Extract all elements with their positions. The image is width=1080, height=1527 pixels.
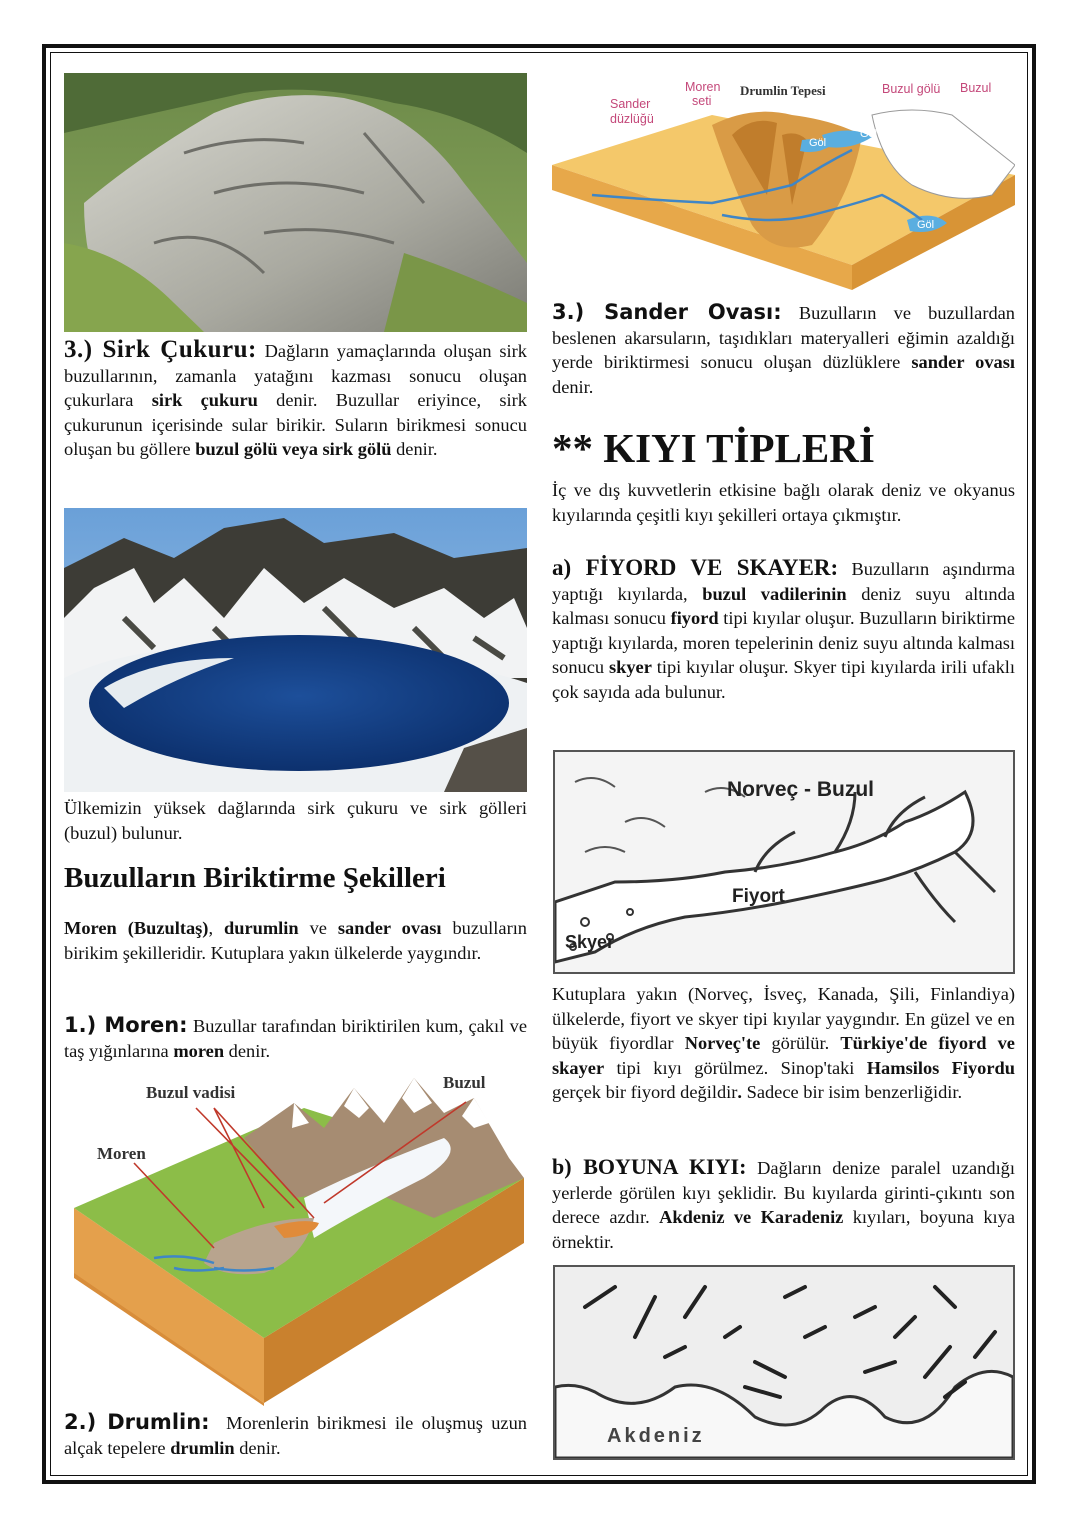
boyuna-t2: kıyıları, boyuna kıya örnektir. — [552, 1207, 1016, 1252]
sirk-paragraph — [64, 338, 527, 462]
intro-text: buzulların birikim şekilleridir. Kutuplara yakın ülkelerde yaygındır. — [64, 918, 527, 963]
sander-bold: sander ovası — [911, 352, 1015, 373]
intro-ve: ve — [309, 918, 327, 938]
section-heading-deposition: Buzulların Biriktirme Şekilleri — [64, 862, 446, 894]
fiyord-b1: buzul vadilerinin — [702, 583, 847, 604]
sirk-title: 3.) Sirk Çukuru: — [64, 336, 257, 363]
label-valley: Buzul vadisi — [146, 1083, 236, 1102]
sander-title: 3.) Sander Ovası: — [552, 300, 782, 324]
note-t1: Kutuplara yakın (Norveç, İsveç, Kanada, Şili, Finlandiya) ülkelerde, fiyort ve skyer tipi kıyılar yaygındır. En güzel ve en büyük fiyordlar — [552, 984, 1015, 1054]
intro-sep: , — [208, 918, 214, 938]
intro-moren: Moren (Buzultaş) — [64, 918, 209, 938]
map-fiyort-label: Fiyort — [732, 886, 785, 907]
fiyord-note — [552, 982, 1015, 1105]
norway-map — [553, 750, 1015, 974]
sander-paragraph — [552, 300, 1015, 399]
sander-text: Buzulların ve buzullardan beslenen akarsuların, taşıdıkları materyalleri eğimin azaldığı yerde biriktirmesi sonucu oluşan düzlüklere — [552, 303, 1015, 373]
sirk-bold1: sirk çukuru — [151, 390, 258, 411]
boyuna-t1: Dağların denize paralel uzandığı yerlerde görülen kıyı şeklidir. Bu kıyılarda girinti-çıkıntı son derece azdır. — [552, 1158, 1015, 1228]
intro-sander: sander ovası — [337, 918, 442, 938]
sander-diagram — [552, 75, 1015, 290]
fiyord-t4: tipi kıyılar oluşur. Skyer tipi kıyılarda irili ufaklı çok sayıda ada bulunur. — [552, 657, 1015, 702]
label-buzul: Buzul — [960, 81, 992, 95]
fiyord-b3: skyer — [608, 657, 652, 678]
boyuna-b1: Akdeniz ve Karadeniz — [659, 1207, 844, 1228]
sirk-text2: denir. Buzullar eriyince, sirk çukurunun içerisinde sular birikir. Suların birikmesi sonucu oluşan bu göllere — [64, 390, 527, 460]
sirk-bold2: buzul gölü veya sirk gölü — [195, 439, 392, 460]
moren-bold: moren — [173, 1040, 225, 1061]
kiyi-heading: ** KIYI TİPLERİ — [552, 425, 875, 471]
fiyord-paragraph — [552, 556, 1015, 705]
akdeniz-map — [553, 1265, 1015, 1460]
drumlin-bold: drumlin — [170, 1437, 235, 1458]
label-moren-seti: Moren seti — [685, 80, 721, 108]
sirk-text3: denir. — [396, 439, 438, 460]
note-b4: . — [737, 1082, 742, 1103]
kiyi-intro: İç ve dış kuvvetlerin etkisine bağlı olarak deniz ve okyanus kıyılarında çeşitli kıyı şekilleri ortaya çıkmıştır. — [552, 480, 1015, 525]
sander-text2: denir. — [552, 376, 594, 397]
label-gol-1: Göl — [809, 137, 827, 149]
label-drumlin-hill: Drumlin Tepesi — [740, 83, 826, 98]
drumlin-paragraph — [64, 1410, 527, 1460]
cirque-lake-photo — [64, 508, 527, 792]
fiyord-title: a) FİYORD VE SKAYER: — [552, 555, 839, 580]
moren-text2: denir. — [228, 1040, 271, 1061]
fiyord-t1: Buzulların aşındırma yaptığı kıyılarda, — [552, 559, 1015, 604]
fiyord-t3: tipi kıyılar oluşur. Buzulların biriktirme yaptığı kıyılarda, moren tepelerinin deniz suyu altında kalması sonucu — [552, 608, 1016, 678]
map-skyer-label: Skyer — [565, 932, 615, 952]
boyuna-paragraph — [552, 1155, 1015, 1254]
map-title: Norveç - Buzul — [727, 778, 875, 801]
fiyord-t2: deniz suyu altında kalması sonucu — [552, 583, 1015, 629]
note-t2: görülür. — [771, 1033, 830, 1054]
deposition-intro — [64, 916, 527, 965]
drumlin-text2: denir. — [239, 1437, 281, 1458]
boyuna-title: b) BOYUNA KIYI: — [552, 1154, 747, 1179]
label-gol-3: Göl — [917, 219, 935, 231]
moren-text: Buzullar tarafından biriktirilen kum, çakıl ve taş yığınlarına — [64, 1016, 527, 1061]
note-t4: gerçek bir fiyord değildir — [552, 1082, 738, 1103]
fiyord-b2: fiyord — [670, 608, 719, 629]
akdeniz-label: Akdeniz — [607, 1425, 705, 1447]
lake-caption: Ülkemizin yüksek dağlarında sirk çukuru ve sirk gölleri (buzul) bulunur. — [64, 798, 527, 843]
label-moren: Moren — [97, 1144, 146, 1163]
drumlin-text: Morenlerin birikmesi ile oluşmuş uzun alçak tepelere — [64, 1413, 527, 1458]
note-t5: Sadece bir isim benzerliğidir. — [746, 1082, 963, 1103]
glacier-diagram — [64, 1068, 527, 1406]
note-b1: Norveç'te — [684, 1033, 761, 1054]
intro-drumlin: durumlin — [224, 918, 299, 938]
note-t3: tipi kıyı görülmez. Sinop'taki — [616, 1057, 855, 1078]
label-gol-2: Göl — [860, 128, 878, 140]
note-b2: Türkiye'de fiyord ve skayer — [552, 1033, 1015, 1078]
sirk-text: Dağların yamaçlarında oluşan sirk buzullarının, zamanla yatağını kazması sonucu oluşan çukurlara — [64, 341, 527, 411]
rock-photo — [64, 73, 527, 332]
label-glacier: Buzul — [443, 1073, 486, 1092]
note-b3: Hamsilos Fiyordu — [866, 1057, 1015, 1078]
label-sander: Sander düzlüğü — [610, 97, 654, 126]
moren-paragraph — [64, 1013, 527, 1063]
drumlin-title: 2.) Drumlin: — [64, 1410, 210, 1434]
label-buzul-golu: Buzul gölü — [882, 82, 941, 96]
moren-title: 1.) Moren: — [64, 1013, 188, 1037]
